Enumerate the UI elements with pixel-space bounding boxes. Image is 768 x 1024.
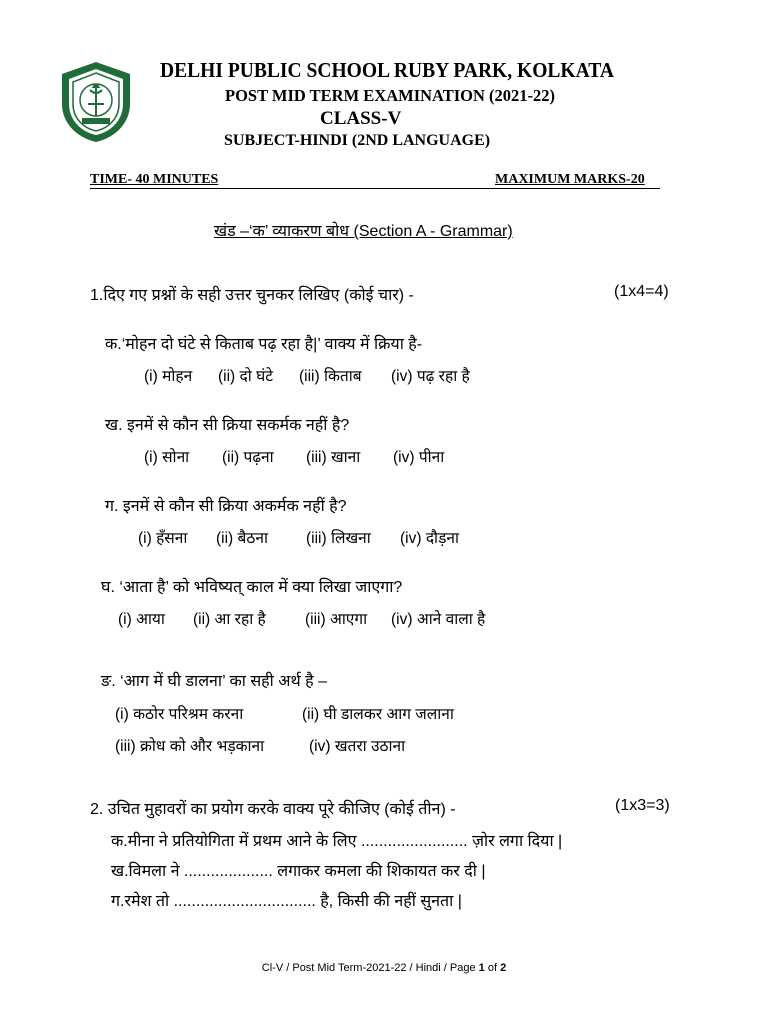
q1-item-kha-option-3: (iii) खाना (306, 449, 361, 466)
q1-item-gha-stem: घ. ‘आता है’ को भविष्यत् काल में क्या लिखा जाएगा? (101, 579, 403, 596)
q1-item-ka-option-4: (iv) पढ़ रहा है (391, 368, 470, 385)
q1-item-gha-option-4: (iv) आने वाला है (391, 611, 486, 628)
q1-item-ga-option-1: (i) हँसना (138, 530, 188, 547)
q1-item-gha-option-3: (iii) आएगा (305, 611, 368, 628)
q1-item-nga-option-3: (iii) क्रोध को और भड़काना (115, 738, 265, 755)
exam-title: POST MID TERM EXAMINATION (2021-22) (225, 86, 556, 105)
q1-item-ka-stem: क.‘मोहन दो घंटे से किताब पढ़ रहा है|’ वाक्य में क्रिया है- (105, 336, 423, 353)
footer-of: of (484, 962, 501, 974)
subject-label: SUBJECT-HINDI (2ND LANGUAGE) (224, 132, 491, 149)
q1-item-ga-option-4: (iv) दौड़ना (400, 530, 459, 547)
q1-item-ka-option-3: (iii) किताब (299, 368, 362, 385)
footer-prefix: Cl-V / Post Mid Term-2021-22 / Hindi / Page (261, 962, 479, 974)
q1-item-nga-option-4: (iv) खतरा उठाना (309, 738, 406, 755)
q1-item-kha-option-4: (iv) पीना (393, 449, 445, 466)
q1-item-ka-option-2: (ii) दो घंटे (218, 368, 274, 385)
footer-page-number: 1 (478, 962, 485, 974)
question-1-text: 1.दिए गए प्रश्नों के सही उत्तर चुनकर लिखिए (कोई चार) - (90, 287, 414, 304)
footer-page-total: 2 (500, 962, 507, 974)
time-label: TIME- 40 MINUTES (90, 172, 219, 187)
q1-item-ka-option-1: (i) मोहन (144, 368, 193, 385)
q1-item-ga-option-3: (iii) लिखना (306, 530, 371, 547)
q1-item-ga-stem: ग. इनमें से कौन सी क्रिया अकर्मक नहीं है? (105, 498, 347, 515)
q2-sentence-ga: ग.रमेश तो ................................ है, किसी की नहीं सुनता | (111, 893, 462, 910)
q1-item-kha-option-1: (i) सोना (144, 449, 190, 466)
header-divider (90, 188, 660, 189)
q1-item-gha-option-1: (i) आया (118, 611, 165, 628)
q1-item-nga-stem: ङ. ‘आग में घी डालना’ का सही अर्थ है – (101, 673, 327, 690)
page-footer (0, 962, 768, 974)
q1-item-nga-option-2: (ii) घी डालकर आग जलाना (302, 706, 454, 723)
section-title: खंड –‘क’ व्याकरण बोध (Section A - Grammar) (214, 223, 513, 240)
q1-item-ga-option-2: (ii) बैठना (216, 530, 268, 547)
question-2-text: 2. उचित मुहावरों का प्रयोग करके वाक्य पूरे कीजिए (कोई तीन) - (90, 801, 456, 818)
q1-item-nga-option-1: (i) कठोर परिश्रम करना (115, 706, 244, 723)
school-name: DELHI PUBLIC SCHOOL RUBY PARK, KOLKATA (160, 58, 614, 82)
q1-item-gha-option-2: (ii) आ रहा है (193, 611, 266, 628)
school-logo-crest (60, 60, 132, 144)
max-marks-label: MAXIMUM MARKS-20 (495, 172, 645, 187)
q2-sentence-kha: ख.विमला ने .................... लगाकर कमला की शिकायत कर दी | (111, 863, 486, 880)
question-2-marks: (1x3=3) (615, 797, 670, 814)
question-1-marks: (1x4=4) (614, 283, 669, 300)
q1-item-kha-option-2: (ii) पढ़ना (222, 449, 274, 466)
q1-item-kha-stem: ख. इनमें से कौन सी क्रिया सकर्मक नहीं है? (105, 417, 350, 434)
class-label: CLASS-V (320, 108, 402, 129)
q2-sentence-ka: क.मीना ने प्रतियोगिता में प्रथम आने के लिए ........................ ज़ोर लगा दिया | (111, 833, 563, 850)
